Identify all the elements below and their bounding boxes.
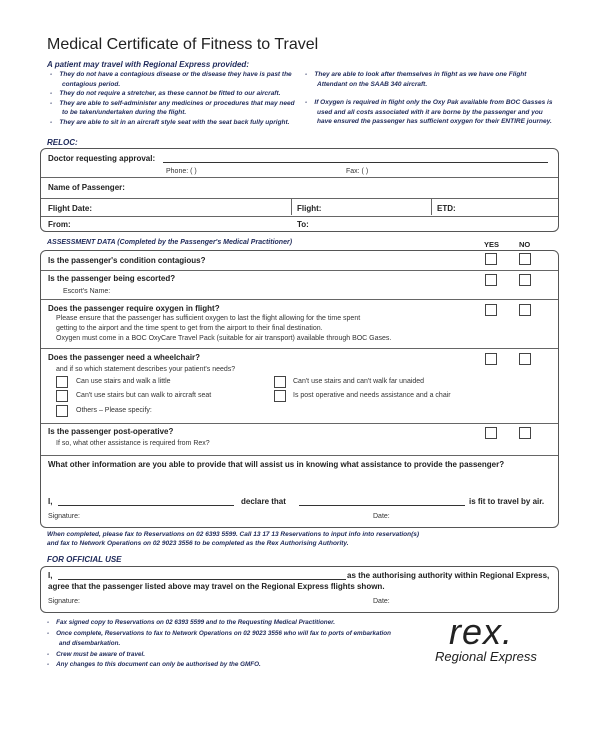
option-label: Can use stairs and walk a little (76, 378, 171, 385)
wheelchair-no-checkbox[interactable] (519, 353, 531, 365)
q-oxygen: Does the passenger require oxygen in flight? (48, 304, 220, 313)
bullet: Fax signed copy to Reservations on 02 6393 5599 and to the Requesting Medical Practitioner. (56, 619, 336, 626)
phone-label: Phone: ( ) (166, 168, 197, 175)
escorted-yes-checkbox[interactable] (485, 274, 497, 286)
oxygen-note: getting to the airport and the time spent to get from the airport to their final destination. (56, 325, 323, 332)
fax-label: Fax: ( ) (346, 168, 369, 175)
declare-that: declare that (241, 497, 286, 506)
option-checkbox[interactable] (56, 390, 68, 402)
assessment-heading: ASSESSMENT DATA (Completed by the Passenger's Medical Practitioner) (47, 239, 293, 246)
doctor-label: Doctor requesting approval: (48, 154, 156, 163)
q-escorted: Is the passenger being escorted? (48, 274, 176, 283)
intro-item: They are able to look after themselves in flight as we have one Flight Attendant on the SAAB 340 aircraft. (314, 71, 527, 88)
wheelchair-yes-checkbox[interactable] (485, 353, 497, 365)
official-box (40, 566, 559, 613)
postop-no-checkbox[interactable] (519, 427, 531, 439)
doctor-input[interactable] (163, 162, 548, 163)
flight-label: Flight: (297, 204, 322, 213)
q-other-info: What other information are you able to provide that will assist us in knowing what assistance to provide the passenger? (48, 460, 505, 469)
bullet: Once complete, Reservations to fax to Network Operations on 02 9023 3556 who will fax to ports of embarkation (56, 629, 391, 637)
q-wheelchair: Does the passenger need a wheelchair? (48, 353, 201, 362)
official-date-label: Date: (373, 598, 390, 605)
option-label: Is post operative and needs assistance and a chair (293, 392, 451, 399)
official-i: I, (48, 571, 53, 580)
rex-logo (435, 611, 555, 664)
intro-right: - They are able to look after themselves in flight as we have one Flight Attendant on the SAAB 340 aircraft. - If Oxygen is required in flight only the Oxy Pak available from BOC Gasses is used and all costs associated with it are borne by the passenger and you have ensured the passenger has sufficient oxygen for their ENTIRE journey. (305, 71, 553, 125)
option-label: Others – Please specify: (76, 407, 152, 414)
bullet: Any changes to this document can only be authorised by the GMFO. (56, 661, 261, 668)
option-checkbox[interactable] (274, 376, 286, 388)
date-label: Date: (373, 513, 390, 520)
logo-mark: rex. (449, 611, 514, 652)
q-contagious: Is the passenger's condition contagious? (48, 256, 206, 265)
oxygen-no-checkbox[interactable] (519, 304, 531, 316)
declare-i: I, (48, 497, 53, 506)
bullet: Crew must be aware of travel. (56, 650, 145, 658)
intro-item: They do not have a contagious disease or the disease they have is past the contagious period. (59, 71, 292, 88)
wheelchair-sub: and if so which statement describes your patient's needs? (56, 366, 236, 373)
reloc-box (40, 148, 559, 232)
postop-yes-checkbox[interactable] (485, 427, 497, 439)
contagious-no-checkbox[interactable] (519, 253, 531, 265)
intro-item: They are able to self-administer any medicines or procedures that may need to be taken/undertaken during the flight. (59, 99, 295, 116)
intro-item: If Oxygen is required in flight only the Oxy Pak available from BOC Gasses is used and all costs associated with it are borne by the passenger and you have ensured the passenger has sufficient oxygen for their ENTIRE journey. (314, 99, 553, 125)
option-checkbox[interactable] (56, 376, 68, 388)
footer-bullets: - Fax signed copy to Reservations on 02 6393 5599 and to the Requesting Medical Practitioner. - Once complete, Reservations to fax to Network Operations on 02 9023 3556 who will fax to ports of embarkation and disembarkation. - Crew must be aware of travel. - Any changes to this document can only be authorised by the GMFO. (47, 619, 391, 668)
official-heading: FOR OFFICIAL USE (47, 555, 122, 564)
authority-name-input[interactable] (58, 579, 346, 580)
signature-label: Signature: (48, 513, 80, 520)
intro-item: They are able to sit in an aircraft style seat with the seat back fully upright. (59, 118, 290, 126)
oxygen-yes-checkbox[interactable] (485, 304, 497, 316)
flight-date-label: Flight Date: (48, 204, 92, 213)
oxygen-note: Oxygen must come in a BOC OxyCare Travel Pack (suitable for air transport) available through BOC Gases. (56, 335, 392, 342)
intro-left: - They do not have a contagious disease or the disease they have is past the contagious period. - They do not require a stretcher, as these cannot be fitted to our aircraft. - They are able to self-administer any medicines or procedures that may need to be taken/undertaken during the flight. - They are able to sit in an aircraft style seat with the seat back fully upright. (50, 71, 295, 126)
from-label: From: (48, 220, 71, 229)
logo-name: Regional Express (435, 649, 537, 664)
passenger-name-input[interactable] (299, 505, 465, 506)
option-checkbox[interactable] (274, 390, 286, 402)
q-post-operative: Is the passenger post-operative? (48, 427, 174, 436)
bullet: and disembarkation. (59, 640, 121, 647)
to-label: To: (297, 220, 309, 229)
intro-heading: A patient may travel with Regional Express provided: (47, 60, 249, 69)
official-line1: as the authorising authority within Regional Express, (347, 571, 550, 580)
official-line2: agree that the passenger listed above may travel on the Regional Express flights shown. (48, 582, 385, 591)
practitioner-name-input[interactable] (58, 505, 234, 506)
assessment-box (40, 250, 559, 528)
post-operative-sub: If so, what other assistance is required from Rex? (56, 440, 210, 447)
option-checkbox[interactable] (56, 405, 68, 417)
declare-fit: is fit to travel by air. (469, 497, 545, 506)
yes-header: YES (484, 240, 500, 249)
option-label: Can't use stairs but can walk to aircraft seat (76, 392, 212, 399)
intro-item: They do not require a stretcher, as these cannot be fitted to our aircraft. (59, 90, 281, 97)
etd-label: ETD: (437, 204, 456, 213)
no-header: NO (519, 240, 531, 249)
page-title: Medical Certificate of Fitness to Travel (47, 36, 319, 53)
official-signature-label: Signature: (48, 598, 80, 605)
escort-name-label: Escort's Name: (63, 288, 111, 295)
fax-note: and fax to Network Operations on 02 9023 3556 to be completed as the Rex Authorising Authority. (47, 540, 349, 547)
oxygen-note: Please ensure that the passenger has sufficient oxygen to last the flight allowing for the time spent (56, 315, 361, 322)
contagious-yes-checkbox[interactable] (485, 253, 497, 265)
reloc-heading: RELOC: (47, 138, 78, 147)
passenger-name-label: Name of Passenger: (48, 183, 125, 192)
option-label: Can't use stairs and can't walk far unaided (293, 378, 425, 385)
fax-note: When completed, please fax to Reservations on 02 6393 5599. Call 13 17 13 Reservations to input info into reservation(s) (47, 531, 420, 538)
escorted-no-checkbox[interactable] (519, 274, 531, 286)
